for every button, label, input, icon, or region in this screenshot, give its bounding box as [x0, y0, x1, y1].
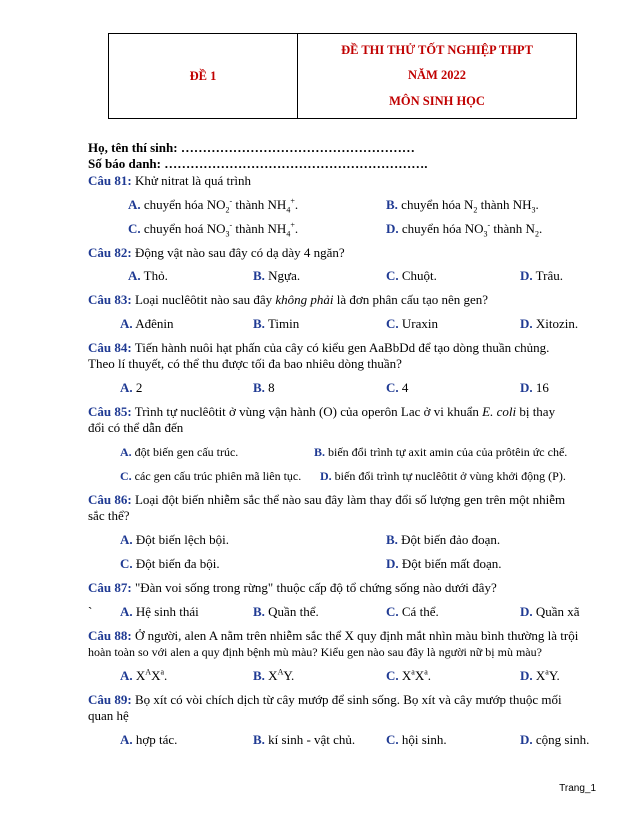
- question-82: [88, 245, 600, 261]
- option-letter: D.: [386, 221, 399, 236]
- q85-option-a[interactable]: A. đột biến gen cấu trúc.: [120, 445, 239, 459]
- option-letter: B.: [386, 197, 398, 212]
- question-84: Câu 84: Tiến hành nuôi hạt phấn của cây có kiểu gen AaBbDd để tạo dòng thuần chủng.: [88, 340, 550, 355]
- question-88-cont: hoàn toàn so với alen a quy định bệnh mù màu? Kiểu gen nào sau đây là người nữ bị mù màu?: [88, 645, 542, 659]
- q89-option-b[interactable]: B. kí sinh - vật chủ.: [253, 732, 356, 747]
- question-label: Câu 89:: [88, 692, 132, 707]
- exam-title-block: [298, 34, 576, 118]
- q89-option-d[interactable]: D. cộng sinh.: [520, 732, 590, 747]
- q81-option-d[interactable]: D. chuyển hóa $NO_3^-$ thành $N_2$.: [386, 220, 543, 239]
- q82-option-a[interactable]: A. Thỏ.: [128, 268, 168, 283]
- year-prefix: NĂM: [408, 68, 441, 83]
- candidate-name-line: Họ, tên thí sinh: ………………………………………………: [88, 140, 415, 155]
- exam-subject: MÔN SINH HỌC: [389, 93, 485, 108]
- q81-option-a[interactable]: A. chuyển hóa $NO_2^-$ thành $NH_4^+$.: [128, 196, 299, 215]
- question-label: Câu 82:: [88, 245, 132, 260]
- q86-option-b[interactable]: B. Đột biến đảo đoạn.: [386, 532, 501, 547]
- q82-option-d[interactable]: D. Trâu.: [520, 268, 563, 283]
- question-88: Câu 88: Ở người, alen A nằm trên nhiễm sắc thể X quy định mắt nhìn màu bình thường là trội: [88, 628, 579, 643]
- q88-option-a[interactable]: A. $X^AX^a$.: [120, 667, 168, 683]
- q84-option-d[interactable]: D. 16: [520, 380, 549, 395]
- question-85-cont: đổi có thể dẫn đến: [88, 420, 184, 435]
- question-84-cont: Theo lí thuyết, có thể thu được tối đa bao nhiêu dòng thuần?: [88, 356, 402, 371]
- q83-option-c[interactable]: C. Uraxin: [386, 316, 438, 331]
- q84-option-c[interactable]: C. 4: [386, 380, 409, 395]
- question-87: Câu 87: "Đàn voi sống trong rừng" thuộc cấp độ tổ chứng sống nào dưới đây?: [88, 580, 497, 595]
- species-name: E. coli: [482, 404, 517, 419]
- q84-option-b[interactable]: B. 8: [253, 380, 275, 395]
- question-label: Câu 81:: [88, 173, 132, 188]
- question-83: Câu 83: Loại nuclêôtit nào sau đây không phải là đơn phân cấu tạo nên gen?: [88, 292, 489, 307]
- q86-option-d[interactable]: D. Đột biến mất đoạn.: [386, 556, 502, 571]
- q83-option-b[interactable]: B. Timin: [253, 316, 300, 331]
- q85-option-b[interactable]: B. biến đổi trình tự axit amin của của prôtêin ức chế.: [314, 445, 568, 459]
- q87-option-c[interactable]: C. Cá thể.: [386, 604, 439, 619]
- q81-option-b[interactable]: B. chuyển hóa $N_2$ thành $NH_3$.: [386, 197, 539, 215]
- q83-option-d[interactable]: D. Xitozin.: [520, 316, 579, 331]
- q88-option-b[interactable]: B. $X^AY$.: [253, 667, 295, 683]
- page-number: Trang_1: [559, 783, 596, 794]
- q82-option-c[interactable]: C. Chuột.: [386, 268, 437, 283]
- question-label: Câu 88:: [88, 628, 132, 643]
- q85-option-c[interactable]: C. các gen cấu trúc phiên mã liên tục.: [120, 469, 302, 483]
- question-86-cont: sắc thể?: [88, 508, 130, 523]
- exam-code: ĐỀ 1: [109, 34, 298, 118]
- question-81: [88, 173, 600, 189]
- q87-option-b[interactable]: B. Quần thể.: [253, 604, 319, 619]
- q84-option-a[interactable]: A. 2: [120, 380, 143, 395]
- question-86: Câu 86: Loại đột biến nhiễm sắc thể nào sau đây làm thay đổi số lượng gen trên một nhiễm: [88, 492, 566, 507]
- exam-title: ĐỀ THI THỬ TỐT NGHIỆP THPT: [341, 43, 533, 58]
- q88-option-c[interactable]: C. $X^aX^a$.: [386, 667, 432, 683]
- question-label: Câu 85:: [88, 404, 132, 419]
- stray-tick-mark: `: [88, 604, 93, 619]
- question-label: Câu 86:: [88, 492, 132, 507]
- exam-year-line: [408, 68, 466, 83]
- q89-option-c[interactable]: C. hội sinh.: [386, 732, 447, 747]
- q83-option-a[interactable]: A. Ađênin: [120, 316, 174, 331]
- option-letter: C.: [128, 221, 141, 236]
- question-label: Câu 87:: [88, 580, 132, 595]
- option-letter: A.: [128, 197, 141, 212]
- q89-option-a[interactable]: A. hợp tác.: [120, 732, 178, 747]
- question-text: Động vật nào sau đây có dạ dày 4 ngăn?: [131, 245, 345, 260]
- q87-option-a[interactable]: A. Hệ sinh thái: [120, 604, 199, 619]
- question-85: Câu 85: Trình tự nuclêôtit ở vùng vận hành (O) của operôn Lac ở vi khuẩn E. coli bị thay: [88, 404, 556, 419]
- candidate-id-line: Số báo danh: …………………………………………………….: [88, 156, 428, 171]
- question-89-cont: quan hệ: [88, 708, 129, 723]
- q81-option-c[interactable]: C. chuyển hoá $NO_3^-$ thành $NH_4^+$.: [128, 220, 299, 239]
- q82-option-b[interactable]: B. Ngựa.: [253, 268, 301, 283]
- emphasis-text: không phải: [275, 292, 334, 307]
- exam-header: [108, 33, 577, 119]
- question-text: Khử nitrat là quá trình: [131, 173, 252, 188]
- question-label: Câu 83:: [88, 292, 132, 307]
- exam-year: 2022: [440, 68, 466, 83]
- question-89: Câu 89: Bọ xít có vòi chích dịch từ cây mướp để sinh sống. Bọ xít và cây mướp thuộc mối: [88, 692, 562, 707]
- q85-option-d[interactable]: D. biến đổi trình tự nuclêôtit ở vùng khởi động (P).: [320, 469, 566, 483]
- q88-option-d[interactable]: D. $X^aY$.: [520, 667, 560, 683]
- q87-option-d[interactable]: D. Quần xã: [520, 604, 580, 619]
- question-label: Câu 84:: [88, 340, 132, 355]
- q86-option-a[interactable]: A. Đột biến lệch bội.: [120, 532, 230, 547]
- q86-option-c[interactable]: C. Đột biến đa bội.: [120, 556, 220, 571]
